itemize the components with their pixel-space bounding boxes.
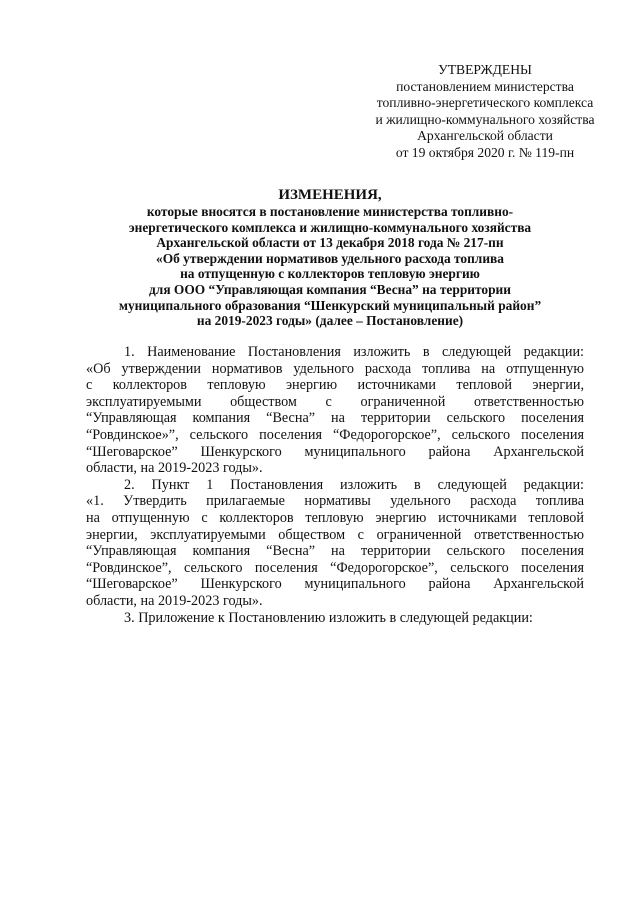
title-line: которые вносятся в постановление министерства топливно- <box>146 204 514 219</box>
paragraph-line: 3. Приложение к Постановлению изложить в следующей редакции: <box>124 609 533 626</box>
paragraph-line: 2. Пункт 1 Постановления изложить в следующей редакции: <box>124 476 584 493</box>
paragraph-line: эксплуатируемыми обществом с ограниченной ответственностью <box>86 393 584 410</box>
paragraph-line: «Об утверждении нормативов удельного расхода топлива на отпущенную <box>86 360 584 377</box>
paragraph-line: “Ровдинское”, сельского поселения “Федорогорское”, сельского поселения <box>86 559 584 576</box>
paragraph-line: “Управляющая компания “Весна” на территории сельского поселения <box>86 410 584 427</box>
title-main: ИЗМЕНЕНИЯ, <box>278 187 382 203</box>
approval-line: Архангельской области <box>417 128 553 144</box>
paragraph-line: “Ровдинское»”, сельского поселения “Федорогорское”, сельского поселения <box>86 426 584 443</box>
title-line: муниципального образования “Шенкурский муниципальный район” <box>118 297 542 313</box>
approval-date-number: от 19 октября 2020 г. № 119-пн <box>395 144 575 160</box>
title-line: Архангельской области от 13 декабря 2018 года № 217-пн <box>156 235 504 251</box>
document-body <box>86 344 584 626</box>
paragraph-line: области, на 2019-2023 годы». <box>86 460 263 477</box>
paragraph-2 <box>86 477 584 610</box>
approval-stamp <box>350 62 620 162</box>
approval-line: постановлением министерства <box>396 78 574 94</box>
title-line: для ООО “Управляющая компания “Весна” на территории <box>149 281 511 297</box>
approval-heading: УТВЕРЖДЕНЫ <box>438 62 532 77</box>
approval-line: и жилищно-коммунального хозяйства <box>375 111 595 127</box>
paragraph-line: с коллекторов тепловую энергию источниками тепловой энергии, <box>86 377 584 394</box>
paragraph-line: “Шеговарское” Шенкурского муниципального района Архангельской <box>86 576 584 593</box>
paragraph-line: 1. Наименование Постановления изложить в следующей редакции: <box>124 344 584 360</box>
title-line: на 2019-2023 годы» (далее – Постановление) <box>196 313 464 329</box>
paragraph-line: “Шеговарское” Шенкурского муниципального района Архангельской <box>86 443 584 460</box>
paragraph-3 <box>86 610 584 627</box>
title-line: «Об утверждении нормативов удельного расхода топлива <box>156 250 504 266</box>
title-line: на отпущенную с коллекторов тепловую энергию <box>180 266 480 282</box>
document-title <box>80 186 580 329</box>
paragraph-line: энергии, эксплуатируемыми обществом с ограниченной ответственностью <box>86 526 584 543</box>
paragraph-1 <box>86 344 584 477</box>
paragraph-line: «1. Утвердить прилагаемые нормативы удельного расхода топлива <box>86 493 584 510</box>
paragraph-line: на отпущенную с коллекторов тепловую энергию источниками тепловой <box>86 509 584 526</box>
paragraph-line: “Управляющая компания “Весна” на территории сельского поселения <box>86 543 584 560</box>
approval-line: топливно-энергетического комплекса <box>376 95 594 111</box>
paragraph-line: области, на 2019-2023 годы». <box>86 592 263 609</box>
title-line: энергетического комплекса и жилищно-коммунального хозяйства <box>128 219 532 235</box>
